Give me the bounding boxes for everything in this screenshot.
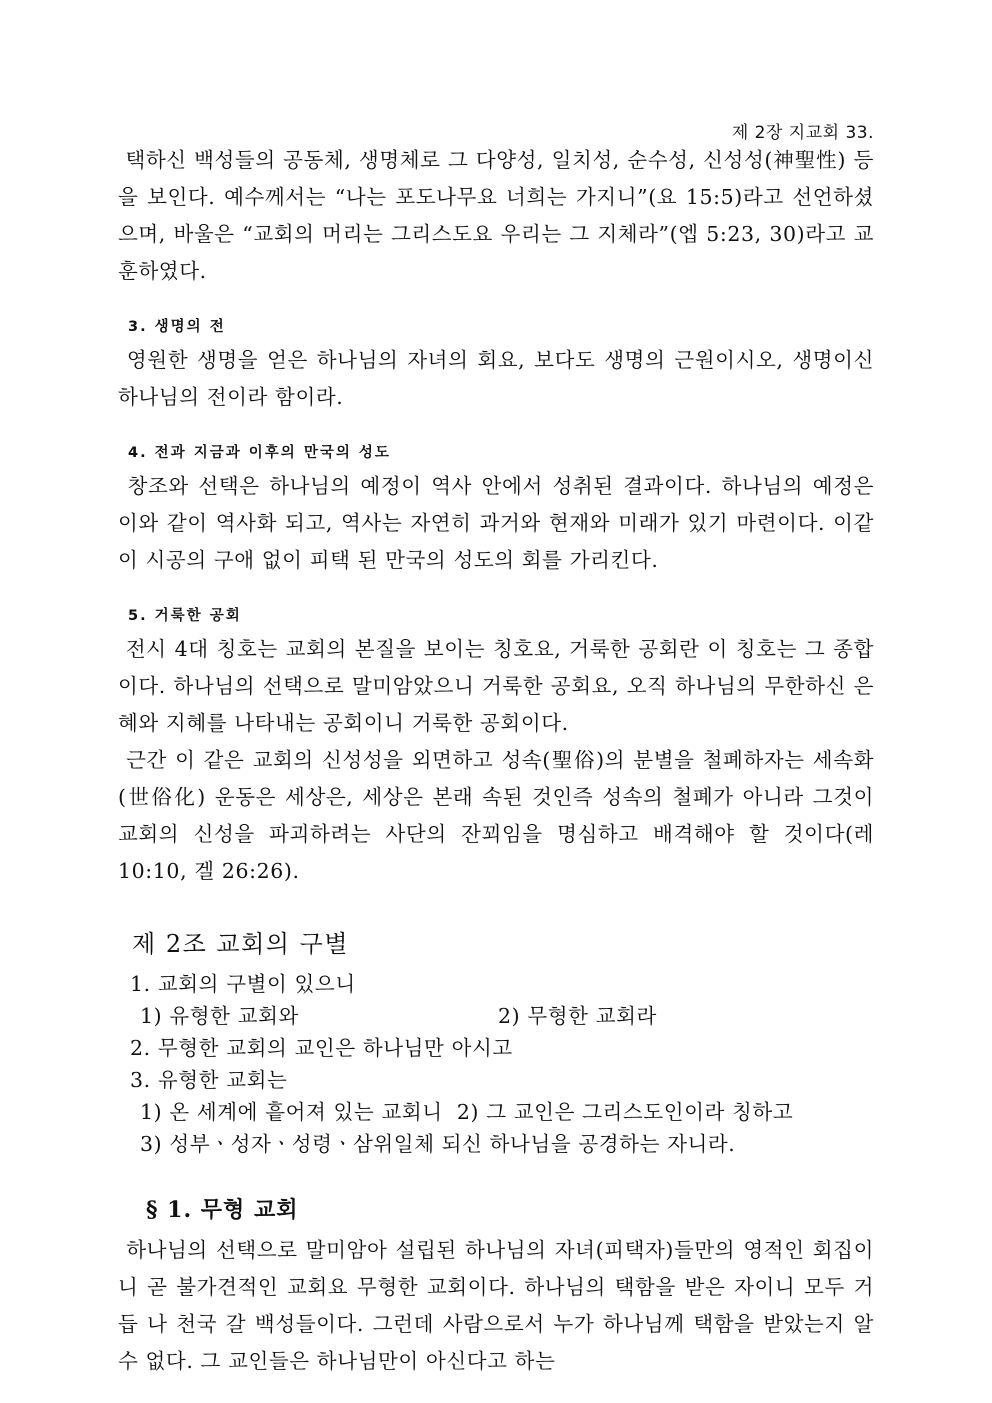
- section-3-heading: 3. 생명의 전: [128, 319, 226, 335]
- running-header: 제 2장 지교회 33.: [731, 123, 874, 143]
- article-2-item-3-b: 3) 성부ㆍ성자ㆍ성령ㆍ삼위일체 되신 하나님을 공경하는 자니라.: [140, 1132, 736, 1156]
- intro-paragraph: 택하신 백성들의 공동체, 생명체로 그 다양성, 일치성, 순수성, 신성성(神聖性) 등을 보인다. 예수께서는 “나는 포도나무요 너희는 가지니”(요 15:5)라고 선언하셨으며, 바울은 “교회의 머리는 그리스도요 우리는 그 지체라”(엡 5:23, 30)라고 교훈하였다.: [118, 148, 874, 283]
- article-2-item-3: 3. 유형한 교회는: [130, 1068, 288, 1092]
- article-2-item-1: 1. 교회의 구별이 있으니: [130, 972, 356, 996]
- section-4-paragraph: 창조와 선택은 하나님의 예정이 역사 안에서 성취된 결과이다. 하나님의 예정은 이와 같이 역사화 되고, 역사는 자연히 과거와 현재와 미래가 있기 마련이다. 이같이 시공의 구애 없이 피택 된 만국의 성도의 회를 가리킨다.: [118, 474, 882, 572]
- article-2-heading: 제 2조 교회의 구별: [132, 930, 349, 958]
- subsection-1-heading: § 1. 무형 교회: [146, 1197, 299, 1223]
- section-5-paragraph-2: 근간 이 같은 교회의 신성성을 외면하고 성속(聖俗)의 분별을 철폐하자는 세속화(世俗化) 운동은 세상은, 세상은 본래 속된 것인즉 성속의 철폐가 아니라 그것이 교회의 신성을 파괴하려는 사단의 잔꾀임을 명심하고 배격해야 할 것이다(레 10:10, 겔 26:26).: [118, 748, 882, 883]
- subsection-1-paragraph: 하나님의 선택으로 말미암아 설립된 하나님의 자녀(피택자)들만의 영적인 회집이니 곧 불가견적인 교회요 무형한 교회이다. 하나님의 택함을 받은 자이니 모두 거듭 나 천국 갈 백성들이다. 그런데 사람으로서 누가 하나님께 택함을 받았는지 알 수 없다. 그 교인들은 하나님만이 아신다고 하는: [118, 1238, 882, 1373]
- article-2-item-1-b: 2) 무형한 교회라: [498, 1004, 657, 1028]
- article-2-item-1-a: 1) 유형한 교회와: [140, 1004, 299, 1028]
- section-4-heading: 4. 전과 지금과 이후의 만국의 성도: [128, 445, 391, 461]
- section-5-paragraph-1: 전시 4대 칭호는 교회의 본질을 보이는 칭호요, 거룩한 공회란 이 칭호는 그 종합이다. 하나님의 선택으로 말미암았으니 거룩한 공회요, 오직 하나님의 무한하신 은혜와 지혜를 나타내는 공회이니 거룩한 공회이다.: [118, 637, 874, 735]
- article-2-item-3-a: 1) 온 세계에 흩어져 있는 교회니 2) 그 교인은 그리스도인이라 칭하고: [140, 1100, 794, 1124]
- page-content: [118, 142, 882, 1380]
- article-2-item-1-subitems: [118, 1000, 874, 1032]
- article-2-item-2: 2. 무형한 교회의 교인은 하나님만 아시고: [130, 1036, 513, 1060]
- section-5-heading: 5. 거룩한 공회: [128, 608, 242, 624]
- section-3-paragraph: 영원한 생명을 얻은 하나님의 자녀의 회요, 보다도 생명의 근원이시오, 생명이신 하나님의 전이라 함이라.: [118, 348, 882, 409]
